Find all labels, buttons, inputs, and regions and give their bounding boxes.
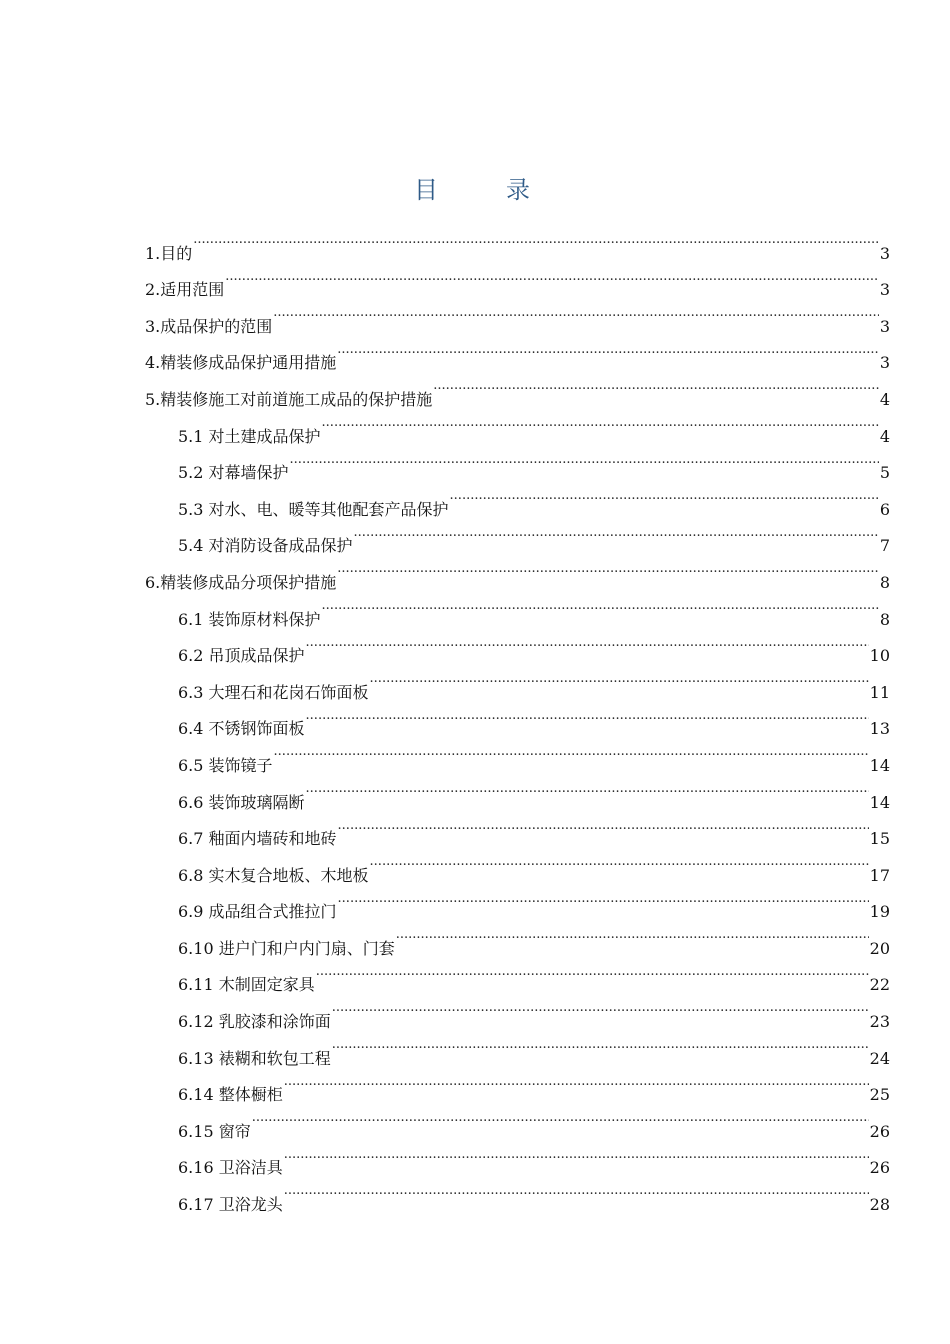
toc-entry-page-number: 8 <box>879 572 890 592</box>
toc-dot-leader <box>284 1137 869 1174</box>
toc-dot-leader <box>337 551 879 588</box>
toc-entry-page-number: 3 <box>879 243 890 263</box>
toc-dot-leader <box>354 515 879 552</box>
toc-entry-page-number: 4 <box>879 426 890 446</box>
toc-entry-text: 6.4 不锈钢饰面板 <box>178 719 305 739</box>
toc-dot-leader <box>370 661 869 698</box>
toc-entry-page-number: 26 <box>869 1158 890 1178</box>
toc-title: 目 录 <box>414 176 552 204</box>
toc-entry-text: 6.14 整体橱柜 <box>178 1085 283 1105</box>
toc-entry-text: 6.6 装饰玻璃隔断 <box>178 792 305 812</box>
toc-entry-page-number: 24 <box>869 1048 890 1068</box>
toc-entry-page-number: 8 <box>879 609 890 629</box>
toc-entry-page-number: 3 <box>879 353 890 373</box>
toc-entry-page-number: 10 <box>869 646 890 666</box>
toc-entry-page-number: 11 <box>869 682 890 702</box>
toc-entry-page-number: 23 <box>869 1012 890 1032</box>
toc-dot-leader <box>274 734 869 771</box>
toc-entry-text: 2.适用范围 <box>145 280 225 300</box>
toc-entry-text: 6.10 进户门和户内门扇、门套 <box>178 938 395 958</box>
toc-dot-leader <box>290 442 879 479</box>
toc-entry-text: 6.8 实木复合地板、木地板 <box>178 865 369 885</box>
toc-dot-leader <box>370 844 869 881</box>
toc-entry-text: 6.11 木制固定家具 <box>178 975 315 995</box>
toc-entry-text: 5.4 对消防设备成品保护 <box>178 536 353 556</box>
toc-entry-page-number: 15 <box>869 829 890 849</box>
toc-entry-page-number: 25 <box>869 1085 890 1105</box>
toc-entry-page-number: 22 <box>869 975 890 995</box>
toc-dot-leader <box>284 1173 869 1210</box>
toc-entry-text: 6.17 卫浴龙头 <box>178 1195 283 1215</box>
toc-dot-leader <box>322 588 879 625</box>
toc-entry-page-number: 4 <box>879 389 890 409</box>
toc-dot-leader <box>450 478 879 515</box>
toc-entry-text: 5.1 对土建成品保护 <box>178 426 321 446</box>
toc-entry-text: 6.1 装饰原材料保护 <box>178 609 321 629</box>
toc-entry-page-number: 14 <box>869 755 890 775</box>
toc-entry-page-number: 26 <box>869 1121 890 1141</box>
toc-entry-text: 6.12 乳胶漆和涂饰面 <box>178 1012 331 1032</box>
toc-entry-page-number: 5 <box>879 463 890 483</box>
toc-dot-leader <box>322 405 879 442</box>
toc-dot-leader <box>306 625 869 662</box>
toc-entry-text: 6.7 釉面内墙砖和地砖 <box>178 829 337 849</box>
toc-dot-leader <box>273 295 879 332</box>
toc-dot-leader <box>433 368 879 405</box>
toc-dot-leader <box>193 222 879 259</box>
toc-dot-leader <box>396 917 869 954</box>
toc-entry-text: 5.精装修施工对前道施工成品的保护措施 <box>145 389 433 409</box>
toc-entry-text: 6.16 卫浴洁具 <box>178 1158 283 1178</box>
toc-list <box>145 222 890 1215</box>
toc-entry-page-number: 7 <box>879 536 890 556</box>
toc-entry-page-number: 6 <box>879 499 890 519</box>
toc-entry-text: 4.精装修成品保护通用措施 <box>145 353 337 373</box>
toc-entry-text: 3.成品保护的范围 <box>145 316 273 336</box>
toc-entry-text: 5.3 对水、电、暖等其他配套产品保护 <box>178 499 449 519</box>
toc-entry-text: 1.目的 <box>145 243 193 263</box>
toc-dot-leader <box>332 1027 869 1064</box>
toc-entry-page-number: 20 <box>869 938 890 958</box>
toc-entry[interactable] <box>145 259 890 300</box>
toc-dot-leader <box>332 990 869 1027</box>
toc-entry-page-number: 17 <box>869 865 890 885</box>
toc-dot-leader <box>306 698 869 735</box>
toc-entry-text: 6.13 裱糊和软包工程 <box>178 1048 331 1068</box>
toc-dot-leader <box>284 1064 869 1101</box>
toc-entry[interactable] <box>145 295 890 336</box>
toc-entry-text: 6.3 大理石和花岗石饰面板 <box>178 682 369 702</box>
toc-entry-text: 6.5 装饰镜子 <box>178 755 273 775</box>
toc-entry-page-number: 28 <box>869 1195 890 1215</box>
toc-dot-leader <box>338 881 869 918</box>
toc-dot-leader <box>338 808 869 845</box>
toc-dot-leader <box>337 332 879 369</box>
toc-entry-text: 6.精装修成品分项保护措施 <box>145 572 337 592</box>
toc-entry[interactable] <box>145 1137 890 1178</box>
toc-entry-text: 5.2 对幕墙保护 <box>178 463 289 483</box>
toc-entry-page-number: 3 <box>879 280 890 300</box>
toc-entry-page-number: 19 <box>869 902 890 922</box>
toc-entry[interactable] <box>145 222 890 263</box>
toc-entry-page-number: 3 <box>879 316 890 336</box>
toc-entry-text: 6.15 窗帘 <box>178 1121 251 1141</box>
toc-entry-text: 6.9 成品组合式推拉门 <box>178 902 337 922</box>
toc-dot-leader <box>225 259 879 296</box>
toc-dot-leader <box>316 954 869 991</box>
toc-dot-leader <box>306 771 869 808</box>
toc-entry-text: 6.2 吊顶成品保护 <box>178 646 305 666</box>
toc-dot-leader <box>252 1100 869 1137</box>
toc-entry[interactable] <box>145 1100 890 1141</box>
toc-entry-page-number: 13 <box>869 719 890 739</box>
toc-entry-page-number: 14 <box>869 792 890 812</box>
